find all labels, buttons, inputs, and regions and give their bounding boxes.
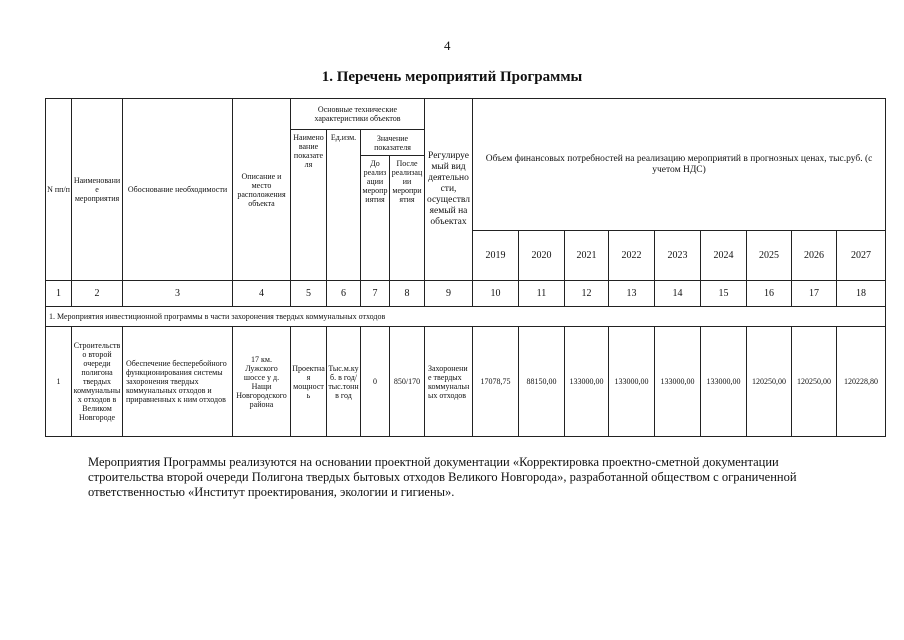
row-value-2023: 133000,00 bbox=[655, 327, 701, 437]
column-number: 8 bbox=[390, 281, 425, 307]
column-number: 4 bbox=[233, 281, 291, 307]
row-activity-name: Строительство второй очереди полигона твердых коммунальных отходов в Великом Новгороде bbox=[72, 327, 123, 437]
table-row bbox=[46, 327, 886, 437]
header-indicator-name: Наименование показателя bbox=[291, 130, 327, 281]
column-number: 3 bbox=[123, 281, 233, 307]
header-year: 2024 bbox=[701, 231, 747, 281]
program-activities-table bbox=[45, 98, 886, 437]
row-before: 0 bbox=[361, 327, 390, 437]
header-activity-type: Регулируемый вид деятельности, осуществляемый на объектах bbox=[425, 99, 473, 281]
header-after: После реализации мероприятия bbox=[390, 156, 425, 281]
column-number: 13 bbox=[609, 281, 655, 307]
row-value-2026: 120250,00 bbox=[792, 327, 837, 437]
row-justification: Обеспечение бесперебойного функционирования системы захоронения твердых коммунальных отходов и приравненных к ним отходов bbox=[123, 327, 233, 437]
row-value-2024: 133000,00 bbox=[701, 327, 747, 437]
column-number: 6 bbox=[327, 281, 361, 307]
row-value-2019: 17078,75 bbox=[473, 327, 519, 437]
header-unit: Ед.изм. bbox=[327, 130, 361, 281]
header-n: N пп/п bbox=[46, 99, 72, 281]
header-year: 2027 bbox=[837, 231, 886, 281]
header-value-group: Значение показателя bbox=[361, 130, 425, 156]
section-title: 1. Мероприятия инвестиционной программы в части захоронения твердых коммунальных отходов bbox=[46, 307, 886, 327]
header-activity-name: Наименование мероприятия bbox=[72, 99, 123, 281]
header-year: 2025 bbox=[747, 231, 792, 281]
header-location: Описание и место расположения объекта bbox=[233, 99, 291, 281]
header-year: 2023 bbox=[655, 231, 701, 281]
column-number: 11 bbox=[519, 281, 565, 307]
row-value-2022: 133000,00 bbox=[609, 327, 655, 437]
row-value-2025: 120250,00 bbox=[747, 327, 792, 437]
header-year: 2020 bbox=[519, 231, 565, 281]
header-year: 2021 bbox=[565, 231, 609, 281]
header-before: До реализации мероприятия bbox=[361, 156, 390, 281]
header-year: 2026 bbox=[792, 231, 837, 281]
header-year: 2019 bbox=[473, 231, 519, 281]
row-indicator: Проектная мощность bbox=[291, 327, 327, 437]
column-number: 5 bbox=[291, 281, 327, 307]
column-number: 15 bbox=[701, 281, 747, 307]
column-number: 10 bbox=[473, 281, 519, 307]
column-number: 2 bbox=[72, 281, 123, 307]
row-value-2020: 88150,00 bbox=[519, 327, 565, 437]
row-number: 1 bbox=[46, 327, 72, 437]
column-number: 16 bbox=[747, 281, 792, 307]
column-number: 12 bbox=[565, 281, 609, 307]
column-number: 14 bbox=[655, 281, 701, 307]
row-value-2027: 120228,80 bbox=[837, 327, 886, 437]
header-finance-group: Объем финансовых потребностей на реализацию мероприятий в прогнозных ценах, тыс.руб. (с учетом НДС) bbox=[473, 99, 886, 231]
page-number: 4 bbox=[444, 38, 451, 53]
column-number: 9 bbox=[425, 281, 473, 307]
column-number: 7 bbox=[361, 281, 390, 307]
program-note: Мероприятия Программы реализуются на основании проектной документации «Корректировка проектно-сметной документации строительства второй очереди Полигона твердых бытовых отходов Великого Новгорода», разработанной обществом с ограниченной ответственностью «Институт проектирования, экологии и гигиены». bbox=[88, 455, 797, 499]
header-justification: Обоснование необходимости bbox=[123, 99, 233, 281]
row-after: 850/170 bbox=[390, 327, 425, 437]
row-value-2021: 133000,00 bbox=[565, 327, 609, 437]
column-number: 18 bbox=[837, 281, 886, 307]
column-number: 1 bbox=[46, 281, 72, 307]
column-number: 17 bbox=[792, 281, 837, 307]
row-activity-type: Захоронение твердых коммунальных отходов bbox=[425, 327, 473, 437]
header-year: 2022 bbox=[609, 231, 655, 281]
row-unit: Тыс.м.куб. в год/тыс.тонн в год bbox=[327, 327, 361, 437]
page-title: 1. Перечень мероприятий Программы bbox=[321, 69, 583, 85]
row-location: 17 км. Лужского шоссе у д. Нащи Новгородского района bbox=[233, 327, 291, 437]
header-tech-group: Основные технические характеристики объектов bbox=[291, 99, 425, 130]
